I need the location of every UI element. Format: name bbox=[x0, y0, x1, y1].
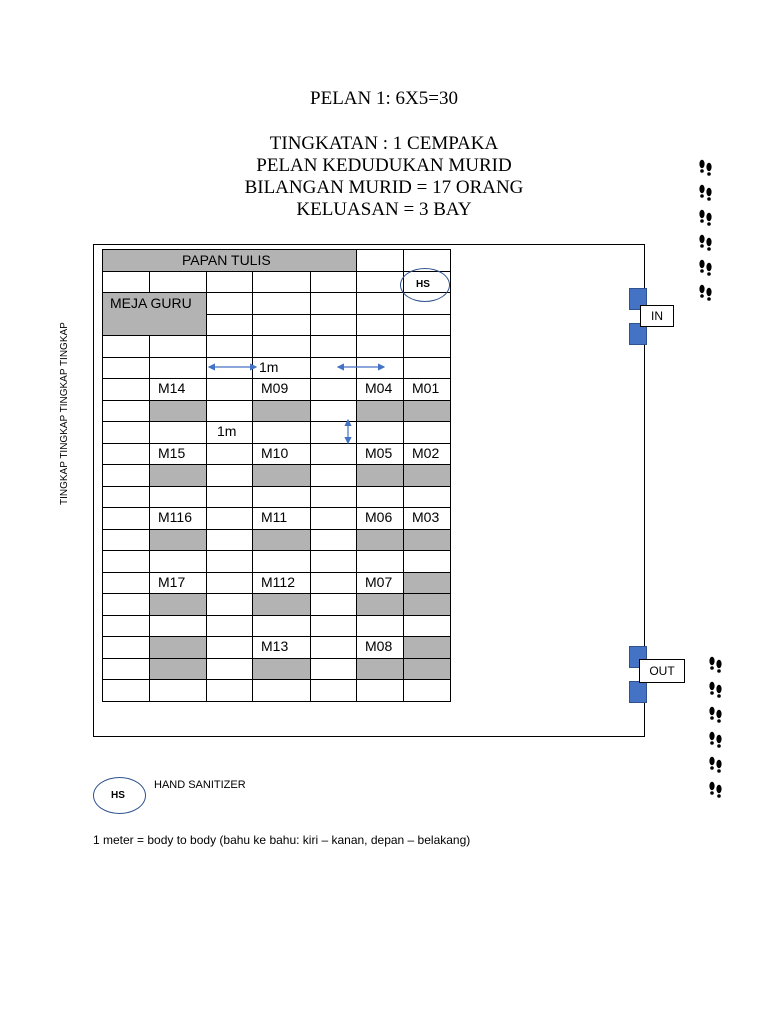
footprints-icon bbox=[697, 258, 715, 285]
plan-title: PELAN 1: 6X5=30 bbox=[310, 88, 458, 109]
footprints-icon bbox=[697, 233, 715, 260]
board-label: PAPAN TULIS bbox=[182, 252, 271, 268]
footprints-icon bbox=[697, 283, 715, 310]
seat-label: M06 bbox=[365, 509, 393, 525]
hand-sanitizer-marker-label: HS bbox=[416, 279, 430, 290]
class-title: TINGKATAN : 1 CEMPAKA bbox=[269, 133, 499, 154]
gap-horizontal-label: 1m bbox=[259, 359, 279, 375]
seat-label: M08 bbox=[365, 638, 393, 654]
legend-note: 1 meter = body to body (bahu ke bahu: kiri – kanan, depan – belakang) bbox=[93, 833, 471, 847]
footprints-icon bbox=[707, 655, 725, 682]
seat-label: M02 bbox=[412, 444, 440, 461]
seat-label: M15 bbox=[158, 444, 186, 461]
teacher-desk-label: MEJA GURU bbox=[110, 295, 192, 311]
footprints-icon bbox=[707, 780, 725, 807]
seat-label: M03 bbox=[412, 509, 440, 525]
seat-label: M14 bbox=[158, 380, 186, 396]
seat-label: M07 bbox=[365, 573, 393, 590]
student-count: BILANGAN MURID = 17 ORANG bbox=[244, 177, 524, 198]
seat-label: M05 bbox=[365, 444, 393, 461]
legend-hs-label: HS bbox=[111, 790, 125, 801]
footprints-icon bbox=[707, 730, 725, 757]
seat-label: M09 bbox=[261, 380, 289, 396]
legend-hs-text: HAND SANITIZER bbox=[154, 779, 246, 791]
room-area: KELUASAN = 3 BAY bbox=[296, 199, 472, 220]
window-label: TINGKAP TINGKAP TINGKAP TINGKAP bbox=[59, 322, 70, 505]
plan-subtitle: PELAN KEDUDUKAN MURID bbox=[256, 155, 512, 176]
seat-label: M17 bbox=[158, 573, 186, 590]
seat-label: M01 bbox=[412, 380, 440, 396]
footprints-icon bbox=[707, 755, 725, 782]
footprints-icon bbox=[697, 183, 715, 210]
footprints-icon bbox=[697, 158, 715, 185]
seat-label: M04 bbox=[365, 380, 393, 396]
footprints-icon bbox=[697, 208, 715, 235]
seat-label: M112 bbox=[261, 573, 295, 590]
door-out-bottom bbox=[629, 681, 647, 703]
gap-vertical-label: 1m bbox=[217, 423, 237, 439]
seat-label: M116 bbox=[158, 509, 192, 525]
footprints-icon bbox=[707, 705, 725, 732]
door-in-sign: IN bbox=[640, 305, 674, 327]
seat-label: M10 bbox=[261, 444, 289, 461]
door-out-sign: OUT bbox=[639, 659, 685, 683]
seat-label: M13 bbox=[261, 638, 289, 654]
footprints-icon bbox=[707, 680, 725, 707]
seat-label: M11 bbox=[261, 509, 288, 525]
